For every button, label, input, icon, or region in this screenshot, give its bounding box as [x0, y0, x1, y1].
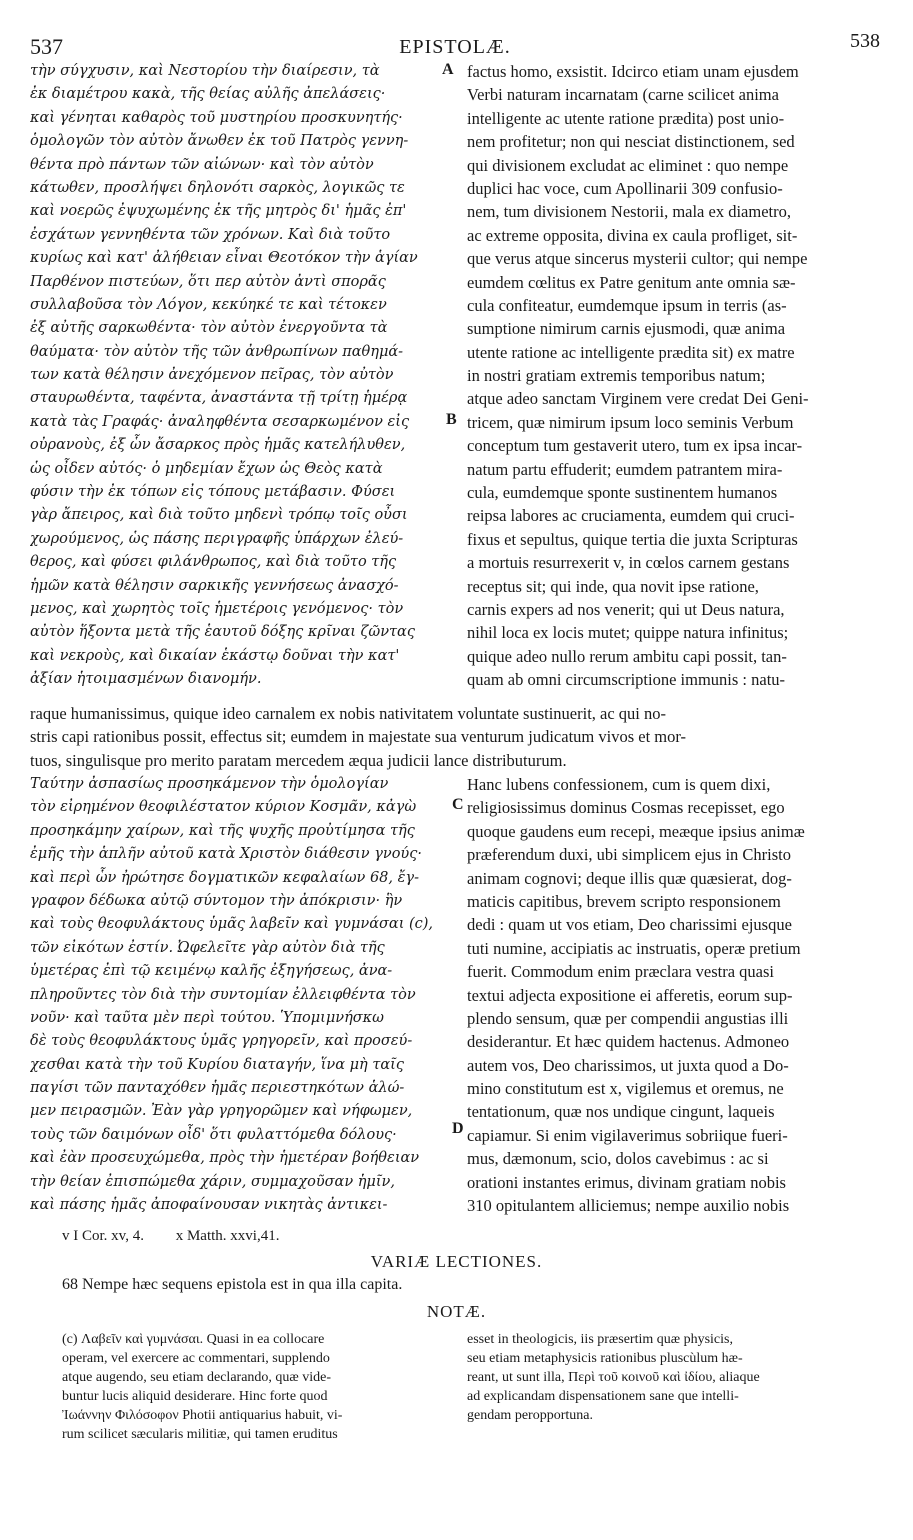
greek-text-line: καὶ πάσης ἡμᾶς ἀποφαίνουσαν νικητὰς ἀντικει-	[30, 1197, 388, 1214]
greek-text-line: ὁμολογῶν τὸν αὐτὸν ἄνωθεν ἐκ τοῦ Πατρὸς γεννη-	[30, 133, 409, 150]
greek-column-top	[30, 60, 455, 692]
greek-text-line: γὰρ ἄπειρος, καὶ διὰ τοῦτο μηδενὶ τρόπῳ τοῖς οὖσι	[30, 507, 408, 524]
latin-text-line: 310 opitulantem alliciemus; nempe auxilio nobis	[467, 1196, 790, 1216]
latin-text-line: receptus sit; qui inde, qua novit ipse ratione,	[467, 576, 759, 596]
note-line: buntur lucis aliquid desiderare. Hinc forte quod	[62, 1389, 328, 1404]
note-line: reant, ut sunt illa, Περὶ τοῦ κοινοῦ καὶ ἰδίου, aliaque	[467, 1370, 760, 1385]
latin-text-line: reipsa labores ac cruciamenta, eumdem qui cruci-	[467, 506, 795, 526]
greek-text-line: μεν πειρασμῶν. Ἐὰν γὰρ γρηγορῶμεν καὶ νήφωμεν,	[30, 1103, 413, 1120]
greek-text-line: θερος, καὶ φύσει φιλάνθρωπος, καὶ διὰ τοῦτο τῆς	[30, 554, 397, 571]
latin-text-line: stris capi rationibus possit, effectus sit; eumdem in majestate sua venturum judicatum vivos et mor-	[30, 727, 687, 747]
note-line: operam, vel exercere ac commentari, supplendo	[62, 1351, 330, 1366]
latin-text-line: duplici hac voce, cum Apollinarii 309 confusio-	[467, 178, 783, 198]
variae-lectiones-heading: VARIÆ LECTIONES.	[370, 1252, 543, 1271]
greek-text-line: χωρούμενος, ὡς πάσης περιγραφῆς ὑπάρχων ἐλεύ-	[30, 530, 404, 547]
greek-text-line: τὸν εἰρημένον θεοφιλέστατον κύριον Κοσμᾶν, κἀγὼ	[30, 799, 417, 816]
greek-text-line: καὶ περὶ ὧν ἠρώτησε δογματικῶν κεφαλαίων 68, ἔγ-	[30, 869, 419, 886]
greek-text-line: Ταύτην ἀσπασίως προσηκάμενον τὴν ὁμολογίαν	[30, 776, 389, 792]
latin-text-line: maticis capitibus, brevem scripto responsionem	[467, 891, 781, 911]
latin-column-top	[467, 60, 882, 692]
latin-column-bottom	[467, 773, 882, 1217]
latin-text-line: intelligente ac utente ratione prædita) post unio-	[467, 108, 785, 128]
latin-text-line: mino constitutum est x, vigilemus et oremus, ne	[467, 1079, 784, 1099]
note-line: seu etiam metaphysicis rationibus pluscùlum hæ-	[467, 1351, 743, 1366]
note-line: Ἰωάννην Φιλόσοφον Photii antiquarius habuit, vi-	[62, 1408, 343, 1423]
greek-text-line: τὴν σύγχυσιν, καὶ Νεστορίου τὴν διαίρεσιν, τὰ	[30, 63, 380, 79]
greek-text-line: ἡμῶν κατὰ θέλησιν σαρκικῆς γεννήσεως ἀνασχό-	[30, 577, 399, 594]
note-line: (c) Λαβεῖν καὶ γυμνάσαι. Quasi in ea collocare	[62, 1332, 325, 1347]
greek-text-line: καὶ γένηται καθαρὸς τοῦ μυστηρίου προσκυνητής·	[30, 109, 403, 126]
latin-text-line: eumdem cœlitus ex Patre genitum ante omnia sæ-	[467, 272, 796, 292]
page-number-right: 538	[850, 30, 880, 52]
greek-text-line: ἐξ αὐτῆς σαρκωθέντα· τὸν αὐτὸν ἐνεργοῦντα τὰ	[30, 320, 388, 337]
scripture-ref: v I Cor. xv, 4.	[62, 1228, 144, 1244]
notes-column-left	[62, 1330, 454, 1444]
greek-text-line: νοῦν· καὶ ταῦτα μὲν περὶ τούτου. Ὑπομιμνήσκω	[30, 1009, 385, 1026]
latin-text-line: quique adeo nullo rerum ambitu capi possit, tan-	[467, 646, 787, 666]
greek-text-line: τοὺς τῶν δαιμόνων οἶδ' ὅτι φυλαττόμεθα δόλους·	[30, 1126, 397, 1143]
latin-text-line: cula, eumdemque sponte sustinentem humanos	[467, 483, 778, 503]
note-line: atque augendo, seu etiam declarando, quæ vide-	[62, 1370, 332, 1385]
margin-marker-a: A	[442, 61, 454, 78]
greek-text-line: Παρθένον πιστεύων, ὅτι περ αὐτὸν ἀντὶ σπορᾶς	[30, 273, 386, 290]
latin-text-line: cula confiteatur, eumdemque ipsum in terris (as-	[467, 295, 787, 315]
latin-text-line: autem vos, Deo charissimos, ut juxta quod a Do-	[467, 1055, 789, 1075]
latin-text-line: fixus et sepultus, quique tertia die juxta Scripturas	[467, 529, 798, 549]
greek-text-line: συλλαβοῦσα τὸν Λόγον, κεκύηκέ τε καὶ τέτοκεν	[30, 296, 387, 313]
greek-text-line: παγίσι τῶν πανταχόθεν ἡμᾶς περιεστηκότων ἁλώ-	[30, 1080, 405, 1097]
greek-text-line: θέντα πρὸ πάντων τῶν αἰώνων· καὶ τὸν αὐτὸν	[30, 156, 374, 173]
greek-text-line: προσηκάμην χαίρων, καὶ τῆς ψυχῆς προὐτίμησα τῆς	[30, 822, 415, 839]
latin-text-line: in nostri gratiam extremis temporibus natum;	[467, 366, 766, 386]
latin-text-line: tuos, singulisque pro merito paratam mercedem æqua judicii lance distributurum.	[30, 750, 567, 770]
latin-text-line: nem, tum divisionem Nestorii, mala ex diametro,	[467, 202, 791, 222]
latin-text-line: nihil loca ex locis mutet; quippe natura infinitus;	[467, 623, 789, 643]
greek-text-line: καὶ νεκροὺς, καὶ δικαίαν ἑκάστῳ δοῦναι τὴν κατ'	[30, 647, 400, 664]
greek-text-line: γραφον δέδωκα αὐτῷ σύντομον τὴν ἀπόκρισιν· ἣν	[30, 892, 403, 909]
greek-text-line: των κατὰ θέλησιν ἀνεχόμενον πεῖρας, τὸν αὐτὸν	[30, 367, 394, 384]
latin-text-line: conceptum tum gestaverit utero, tum ex ipsa incar-	[467, 436, 803, 456]
latin-text-line: animam cognovi; deque illis quæ quæsierat, dog-	[467, 868, 792, 888]
latin-full-width-text	[30, 702, 882, 772]
greek-text-line: καὶ νοερῶς ἐψυχωμένης ἐκ τῆς μητρὸς δι' ἡμᾶς ἐπ'	[30, 203, 407, 220]
note-line: gendam peropportuna.	[467, 1408, 593, 1423]
scripture-ref: x Matth. xxvi,41.	[175, 1228, 280, 1244]
greek-text-line: δὲ τοὺς θεοφυλάκτους ὑμᾶς γρηγορεῖν, καὶ προσεύ-	[30, 1033, 413, 1050]
variae-lectiones-note: 68 Nempe hæc sequens epistola est in qua illa capita.	[62, 1276, 403, 1293]
latin-text-line: qui divisionem excludat ac eliminet : quo nempe	[467, 155, 789, 175]
latin-text-line: Hanc lubens confessionem, cum is quem dixi,	[467, 775, 771, 794]
greek-text-line: αὐτὸν ἥξοντα μετὰ τῆς ἑαυτοῦ δόξης κρῖναι ζῶντας	[30, 624, 415, 641]
latin-text-line: tuti numine, accipiatis ac instruatis, operæ pretium	[467, 938, 801, 958]
greek-text-line: τὴν θείαν ἐπισπώμεθα χάριν, συμμαχοῦσαν ἡμῖν,	[30, 1173, 395, 1190]
latin-text-line: plendo sensum, quæ per compendii angustias illi	[467, 1008, 789, 1028]
latin-text-line: carnis expers ad nos venerit; qui ut Deus natura,	[467, 599, 785, 619]
latin-text-line: tricem, quæ nimirum ipsum loco seminis Verbum	[467, 412, 794, 432]
greek-text-line: μενος, καὶ χωρητὸς τοῖς ἡμετέροις γενόμενος· τὸν	[30, 600, 404, 617]
greek-column-bottom	[30, 773, 455, 1217]
greek-text-line: ὡς οἶδεν αὐτός· ὁ μηδεμίαν ἔχων ὡς Θεὸς κατὰ	[30, 460, 383, 477]
latin-text-line: textui adjecta expositione ei afferetis, eorum sup-	[467, 985, 793, 1005]
page-number-left: 537	[30, 34, 63, 59]
running-header	[30, 30, 880, 60]
notae-heading: NOTÆ.	[426, 1302, 487, 1321]
note-line: rum scilicet sæcularis militiæ, qui tamen eruditus	[62, 1427, 338, 1442]
running-title: EPISTOLÆ.	[399, 36, 511, 58]
scripture-references	[62, 1228, 307, 1245]
latin-text-line: sumptione nimirum carnis ejusmodi, quæ anima	[467, 319, 786, 339]
latin-text-line: capiamur. Si enim vigilaverimus sobriique fueri-	[467, 1125, 788, 1145]
greek-text-line: ἐσχάτων γεννηθέντα τῶν χρόνων. Καὶ διὰ τοῦτο	[30, 226, 391, 243]
latin-text-line: præferendum duxi, ubi simplicem ejus in Christo	[467, 845, 792, 865]
latin-text-line: Verbi naturam incarnatam (carne scilicet anima	[467, 85, 779, 105]
latin-text-line: atque adeo sanctam Virginem vere credat Dei Geni-	[467, 389, 809, 409]
greek-text-line: ἐκ διαμέτρου κακὰ, τῆς θείας αὐλῆς ἀπελάσεις·	[30, 86, 386, 103]
greek-text-line: καὶ τοὺς θεοφυλάκτους ὑμᾶς λαβεῖν καὶ γυμνάσαι (c),	[30, 916, 434, 933]
margin-marker-d: D	[452, 1120, 464, 1137]
latin-text-line: quam ab omni circumscriptione immunis : natu-	[467, 670, 786, 690]
notes-column-right	[467, 1330, 882, 1425]
greek-text-line: σταυρωθέντα, ταφέντα, ἀναστάντα τῇ τρίτῃ ἡμέρᾳ	[30, 390, 408, 407]
greek-text-line: κυρίως καὶ κατ' ἀλήθειαν εἶναι Θεοτόκον τὴν ἁγίαν	[30, 250, 418, 267]
latin-text-line: desiderantur. Et hæc quidem hactenus. Admoneo	[467, 1032, 790, 1052]
margin-marker-b: B	[446, 411, 457, 428]
greek-text-line: χεσθαι κατὰ τὴν τοῦ Κυρίου διαταγήν, ἵνα μὴ ταῖς	[30, 1056, 404, 1073]
latin-text-line: orationi instantes erimus, divinam gratiam nobis	[467, 1172, 786, 1192]
greek-text-line: ὑμετέρας ἐπὶ τῷ κειμένῳ καλῆς ἐξηγήσεως, ἀνα-	[30, 963, 393, 980]
latin-text-line: tentationum, quæ nos undique cingunt, laqueis	[467, 1102, 775, 1122]
latin-text-line: mus, dæmonum, scio, dolos cavebimus : ac si	[467, 1149, 769, 1169]
latin-text-line: fuerit. Commodum enim præclara vestra quasi	[467, 962, 775, 982]
greek-text-line: καὶ ἐὰν προσευχώμεθα, πρὸς τὴν ἡμετέραν βοήθειαν	[30, 1150, 420, 1167]
greek-text-line: κάτωθεν, προσλήψει δηλονότι σαρκὸς, λογικῶς τε	[30, 179, 405, 196]
greek-text-line: κατὰ τὰς Γραφάς· ἀναληφθέντα σεσαρκωμένον εἰς	[30, 413, 410, 430]
latin-text-line: factus homo, exsistit. Idcirco etiam unam ejusdem	[467, 62, 799, 81]
greek-text-line: ἀξίαν ἡτοιμασμένων διανομήν.	[30, 671, 262, 688]
greek-text-line: ἐμῆς τὴν ἁπλῆν αὐτοῦ κατὰ Χριστὸν διάθεσιν γνούς·	[30, 846, 422, 863]
latin-text-line: ac extreme opposita, divina ex caula profliget, sit-	[467, 225, 798, 245]
latin-text-line: natum partu effuderit; eumdem patrantem mira-	[467, 459, 783, 479]
margin-marker-c: C	[452, 796, 464, 813]
greek-text-line: πληροῦντες τὸν διὰ τὴν συντομίαν ἐλλειφθέντα τὸν	[30, 986, 416, 1003]
latin-text-line: utente ratione ac intelligente prædita sit) ex matre	[467, 342, 795, 362]
latin-text-line: religiosissimus dominus Cosmas recepisset, ego	[467, 798, 785, 818]
greek-text-line: οὐρανοὺς, ἐξ ὧν ἄσαρκος πρὸς ἡμᾶς κατελήλυθεν,	[30, 437, 406, 454]
latin-text-line: raque humanissimus, quique ideo carnalem ex nobis nativitatem voluntate sustinuerit, ac qui no-	[30, 704, 667, 723]
note-line: ad explicandam dispensationem sane que intelli-	[467, 1389, 739, 1404]
latin-text-line: quoque gaudens eum recepi, meæque ipsius animæ	[467, 821, 805, 841]
latin-text-line: nem profitetur; non qui nesciat distinctionem, sed	[467, 132, 795, 152]
greek-text-line: φύσιν τὴν ἐκ τόπων εἰς τόπους μετάβασιν. Φύσει	[30, 484, 396, 501]
greek-text-line: τῶν εἰκότων ἐστίν. Ὠφελεῖτε γὰρ αὐτὸν διὰ τῆς	[30, 939, 385, 956]
note-line: esset in theologicis, iis præsertim quæ physicis,	[467, 1332, 733, 1347]
latin-text-line: a mortuis resurrexerit v, in cœlos carnem gestans	[467, 553, 790, 573]
greek-text-line: θαύματα· τὸν αὐτὸν τῆς τῶν ἀνθρωπίνων παθημά-	[30, 343, 404, 360]
latin-text-line: dedi : quam ut vos etiam, Deo charissimi ejusque	[467, 915, 792, 935]
latin-text-line: que verus atque sincerus mysterii cultor; qui nempe	[467, 249, 808, 269]
